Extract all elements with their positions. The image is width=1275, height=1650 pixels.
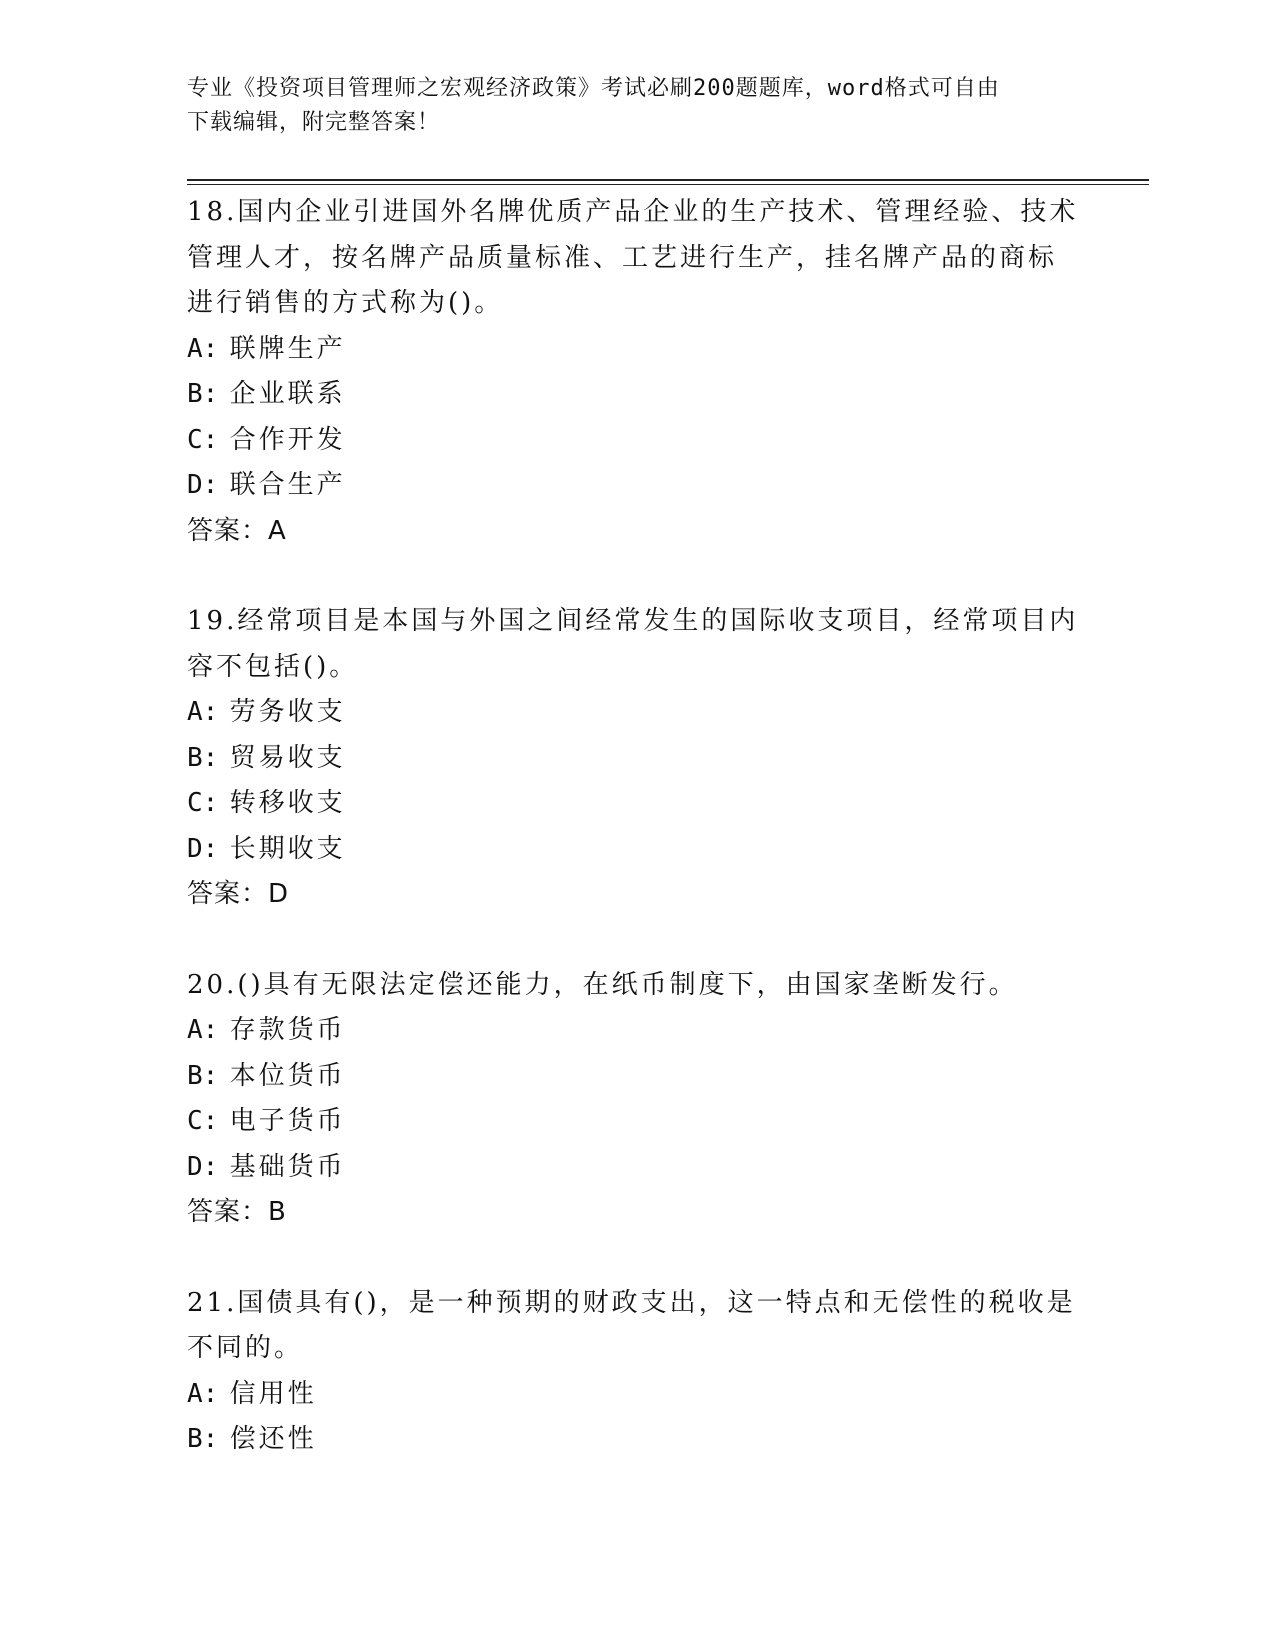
option-text: 企业联系: [229, 379, 346, 409]
option-label: C:: [187, 788, 219, 818]
option-label: B:: [187, 742, 219, 773]
option-label: D:: [187, 833, 219, 864]
option-text: 联合生产: [229, 470, 346, 500]
option-text: 合作开发: [229, 424, 346, 455]
question-19: [187, 599, 1087, 918]
option-text: 基础货币: [229, 1151, 346, 1182]
header-rule-thin: [187, 184, 1149, 185]
option-d: [187, 1145, 1087, 1191]
question-text-line: 18.国内企业引进国外名牌优质产品企业的生产技术、管理经验、技术: [187, 197, 1079, 227]
option-text: 存款货币: [229, 1015, 346, 1045]
option-text: 长期收支: [229, 833, 346, 864]
document-header: [187, 72, 1067, 140]
option-b: [187, 1417, 1087, 1463]
question-spacer: [187, 918, 1087, 963]
answer-line: 答案：B: [187, 1197, 287, 1227]
option-text: 偿还性: [229, 1424, 317, 1454]
option-text: 劳务收支: [229, 697, 346, 727]
answer-line: 答案：A: [187, 515, 287, 546]
question-text-line: 管理人才，按名牌产品质量标准、工艺进行生产，挂名牌产品的商标: [187, 242, 1058, 273]
option-a: [187, 1008, 1087, 1054]
option-a: [187, 1372, 1087, 1418]
option-c: [187, 418, 1087, 464]
option-a: [187, 690, 1087, 736]
header-rule-thick: [187, 179, 1149, 181]
option-label: A:: [187, 697, 219, 727]
option-text: 电子货币: [229, 1106, 346, 1136]
question-18: [187, 190, 1087, 554]
question-text-line: 不同的。: [187, 1333, 304, 1363]
answer-line: 答案：D: [187, 879, 290, 909]
option-label: B:: [187, 1424, 219, 1454]
question-21: [187, 1281, 1087, 1463]
option-a: [187, 327, 1087, 373]
option-label: B:: [187, 1060, 219, 1091]
question-text-line: 19.经常项目是本国与外国之间经常发生的国际收支项目，经常项目内: [187, 606, 1079, 636]
option-label: D:: [187, 1151, 219, 1182]
question-text-line: 进行销售的方式称为()。: [187, 288, 504, 318]
option-label: B:: [187, 379, 219, 409]
option-c: [187, 1099, 1087, 1145]
option-text: 本位货币: [229, 1060, 346, 1091]
question-20: [187, 963, 1087, 1236]
option-text: 联牌生产: [229, 333, 346, 364]
option-d: [187, 827, 1087, 873]
option-label: C:: [187, 1106, 219, 1136]
option-c: [187, 781, 1087, 827]
option-label: A:: [187, 1378, 219, 1409]
header-line-1: 专业《投资项目管理师之宏观经济政策》考试必刷200题题库，word格式可自由: [187, 76, 1000, 101]
option-label: A:: [187, 1015, 219, 1045]
question-text-line: 容不包括()。: [187, 651, 359, 682]
option-label: C:: [187, 424, 219, 455]
question-spacer: [187, 1236, 1087, 1281]
option-b: [187, 736, 1087, 782]
option-b: [187, 372, 1087, 418]
question-list: [187, 190, 1087, 1463]
header-line-2: 下载编辑，附完整答案！: [187, 110, 441, 135]
question-text-line: 21.国债具有()，是一种预期的财政支出，这一特点和无偿性的税收是: [187, 1287, 1076, 1318]
option-text: 信用性: [229, 1378, 317, 1409]
question-spacer: [187, 554, 1087, 599]
option-text: 转移收支: [229, 788, 346, 818]
option-label: A:: [187, 333, 219, 364]
option-b: [187, 1054, 1087, 1100]
option-label: D:: [187, 470, 219, 500]
option-d: [187, 463, 1087, 509]
question-text-line: 20.()具有无限法定偿还能力，在纸币制度下，由国家垄断发行。: [187, 969, 1018, 1000]
option-text: 贸易收支: [229, 742, 346, 773]
